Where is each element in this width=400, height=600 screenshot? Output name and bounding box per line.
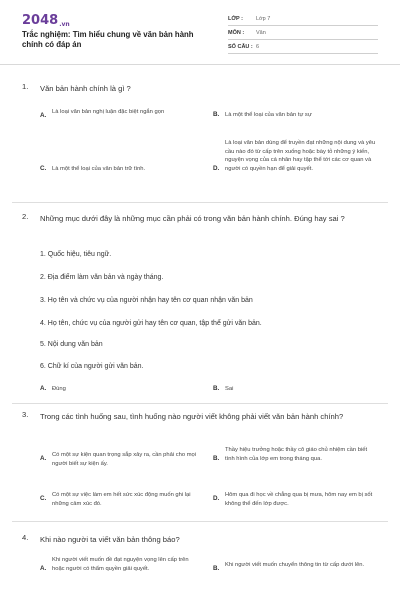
meta-row-subject <box>228 26 378 40</box>
option-text: Là một thể loại của văn bản tự sự <box>225 112 312 118</box>
question-number: 4. <box>22 533 29 542</box>
option-text: Là loại văn bản nghị luận đặc biệt ngắn gọn <box>52 109 165 115</box>
page-title: Trắc nghiệm: Tìm hiểu chung về văn bản hành chính có đáp án <box>22 30 194 49</box>
option-letter: D. <box>213 495 220 502</box>
question-number: 2. <box>22 212 29 221</box>
option-text: Có một sự kiện quan trọng sắp xảy ra, cần phải cho mọi người biết sự kiện ấy. <box>52 452 197 467</box>
statement-6: 6. Chữ kí của người gửi văn bản. <box>40 363 144 370</box>
meta-label: SỐ CÂU : <box>228 43 253 50</box>
question-divider <box>12 521 388 522</box>
question-text: Trong các tình huống sau, tình huống nào người viết không phải viết văn bản hành chính? <box>40 412 344 421</box>
option-letter: C. <box>40 165 47 172</box>
quiz-meta <box>228 12 378 54</box>
logo-suffix: .vn <box>59 21 70 28</box>
meta-value: 6 <box>256 43 260 50</box>
meta-value: Lớp 7 <box>256 15 271 22</box>
statement-3: 3. Họ tên và chức vụ của người nhận hay tên cơ quan nhận văn bản <box>40 297 253 304</box>
option-letter: D. <box>213 165 220 172</box>
option-text: Là một thể loại của văn bản trữ tình. <box>52 166 146 172</box>
meta-label: LỚP : <box>228 15 243 22</box>
option-text: Đúng <box>52 386 66 392</box>
statement-5: 5. Nội dung văn bản <box>40 341 103 348</box>
question-text: Khi nào người ta viết văn bản thông báo? <box>40 535 180 544</box>
option-letter: A. <box>40 455 47 462</box>
option-letter: B. <box>213 455 220 462</box>
question-number: 1. <box>22 82 29 91</box>
option-letter: B. <box>213 385 220 392</box>
option-text: Khi người viết muốn đề đạt nguyện vọng lên cấp trên hoặc người có thẩm quyền giải quyết. <box>52 557 189 572</box>
meta-label: MÔN : <box>228 29 245 36</box>
logo-text: 2048 <box>22 13 59 28</box>
option-text: Hôm qua đi học về chẳng qua bị mưa, hôm nay em bị sốt không thể đến lớp được. <box>225 492 373 507</box>
question-number: 3. <box>22 410 29 419</box>
question-divider <box>12 403 388 404</box>
question-text: Văn bản hành chính là gì ? <box>40 84 131 93</box>
option-letter: B. <box>213 111 220 118</box>
statement-1: 1. Quốc hiệu, tiêu ngữ. <box>40 251 112 258</box>
option-text: Là loại văn bản dùng để truyền đạt những nội dung và yêu cầu nào đó từ cấp trên xuống hoặc bày tỏ những ý kiến, nguyện vọng của cá nhân hay tập thể tới các cơ quan và người có quyền hạn để giải quyết. <box>225 140 376 172</box>
option-text: Có một sự việc làm em hết sức xúc động muốn ghi lại những cảm xúc đó. <box>52 492 191 507</box>
meta-value: Văn <box>256 29 266 36</box>
option-letter: A. <box>40 385 47 392</box>
site-logo[interactable] <box>22 13 70 28</box>
option-letter: B. <box>213 565 220 572</box>
option-letter: C. <box>40 495 47 502</box>
statement-4: 4. Họ tên, chức vụ của người gửi hay tên cơ quan, tập thể gửi văn bản. <box>40 320 262 327</box>
meta-row-count <box>228 40 378 54</box>
option-text: Thầy hiệu trưởng hoặc thầy cô giáo chủ nhiệm cần biết tình hình của lớp em trong tháng qua. <box>225 447 368 462</box>
statement-2: 2. Địa điểm làm văn bản và ngày tháng. <box>40 274 164 281</box>
question-divider <box>12 202 388 203</box>
option-text: Khi người viết muốn chuyển thông tin từ cấp dưới lên. <box>225 562 365 568</box>
option-text: Sai <box>225 386 234 392</box>
page-header <box>0 0 400 65</box>
option-letter: A. <box>40 112 47 119</box>
question-text: Những mục dưới đây là những mục cần phải có trong văn bản hành chính. Đúng hay sai ? <box>40 214 345 223</box>
option-letter: A. <box>40 565 47 572</box>
meta-row-class <box>228 12 378 26</box>
